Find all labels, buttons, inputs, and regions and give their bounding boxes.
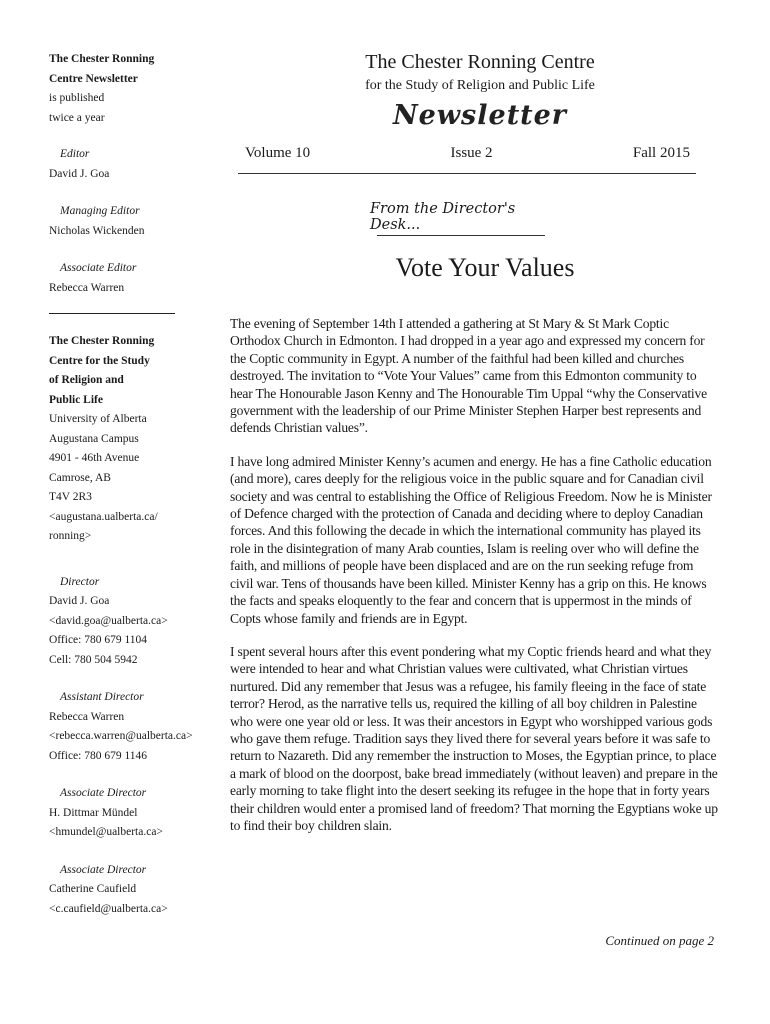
- address-line: 4901 - 46th Avenue: [49, 452, 140, 464]
- director-office: Office: 780 679 1104: [49, 634, 148, 646]
- issue-label: Issue 2: [450, 145, 493, 161]
- newsletter-wordmark: Newsletter: [392, 100, 568, 131]
- website-link[interactable]: ronning>: [49, 530, 92, 542]
- section-label: From the Director's Desk...: [370, 201, 516, 233]
- masthead: [230, 48, 730, 136]
- assistant-director-office: Office: 780 679 1146: [49, 749, 148, 762]
- managing-editor-role: Managing Editor: [60, 205, 140, 217]
- editor-name: David J. Goa: [49, 167, 110, 180]
- masthead-title: The Chester Ronning Centre: [365, 51, 595, 73]
- centre-name-line: Centre for the Study: [49, 354, 150, 367]
- address-line: Camrose, AB: [49, 471, 111, 484]
- publish-frequency: is published: [49, 92, 105, 104]
- associate-director-name: H. Dittmar Mündel: [49, 806, 138, 819]
- article-paragraph: The evening of September 14th I attended a gathering at St Mary & St Mark Coptic Orthodox Church in Edmonton. I had dropped in a year ago and expressed my concern for the Coptic community in Egypt. A number of the faithful had been killed and churches destroyed. The invitation to “Vote Your Values” came from this Edmonton community to hear The Honourable Jason Kenny and The Honourable Tim Uppal “why the Conservative government with the leadership of our Prime Minister Stephen Harper best represents and defends Christian values”.: [230, 316, 707, 436]
- associate-director-name: Catherine Caufield: [49, 883, 137, 895]
- associate-director-email[interactable]: <hmundel@ualberta.ca>: [49, 826, 163, 838]
- masthead-divider: [238, 173, 696, 174]
- address-line: University of Alberta: [49, 413, 147, 425]
- website-link[interactable]: <augustana.ualberta.ca/: [49, 510, 158, 523]
- director-role: Director: [60, 575, 100, 588]
- masthead-sidebar: [49, 50, 214, 919]
- associate-director-role: Associate Director: [60, 787, 147, 799]
- centre-name-line: The Chester Ronning: [49, 335, 155, 347]
- centre-name-line: Public Life: [49, 393, 103, 406]
- editor-role: Editor: [60, 148, 90, 160]
- assistant-director-email[interactable]: <rebecca.warren@ualberta.ca>: [49, 730, 193, 742]
- address-line: T4V 2R3: [49, 491, 92, 503]
- article-paragraph: I spent several hours after this event pondering what my Coptic friends heard and what they were intended to hear and what Christian values were cultivated, what Christian virtues nurtured. Did any remember that Jesus was a refugee, his family fleeing in the face of state terror? Herod, as the narrative tells us, required the killing of all boy children in Palestine who were one year old or less. It was their ancestors in Egypt who worshipped various gods who gave them refuge. Tradition says they lived there for several years before it was safe to return to Nazareth. Did any remember the instruction to Moses, the Egyptian prince, to place a mark of blood on the doorpost, bake bread immediately (without leaven) and prepare in the early morning to take flight into the desert seeking its refugee in the hope that in forty years their children would enter a promised land of freedom? That morning the Egyptians woke up to find their boy children slain.: [230, 643, 718, 833]
- volume-label: Volume 10: [245, 145, 311, 161]
- director-name: David J. Goa: [49, 595, 110, 607]
- assistant-director-name: Rebecca Warren: [49, 710, 125, 723]
- article-paragraph: I have long admired Minister Kenny’s acumen and energy. He has a fine Catholic education (and more), cares deeply for the religious voice in the public square and for Canadian civil society and was central to establishing the Office of Religious Freedom. Now he is Minister of Defence charged with the protection of Canada and deciding where to deploy Canadian forces. And this following the decade in which the international community has played its role in the disintegration of many Arab counties, Islam is reeling over who will define the faith, and millions of people have been displaced and are on the run seeking refuge from civil war. Tens of thousands have been killed. Minister Kenny has a grip on this. He knows the facts and speaks eloquently to the fear and concern that is uppermost in the minds of Copts whose family and friends are in Egypt.: [230, 453, 712, 626]
- address-line: Augustana Campus: [49, 432, 139, 445]
- associate-editor-role: Associate Editor: [60, 262, 137, 274]
- article-headline: Vote Your Values: [395, 253, 575, 282]
- associate-director-email[interactable]: <c.caufield@ualberta.ca>: [49, 902, 168, 915]
- director-cell: Cell: 780 504 5942: [49, 653, 138, 666]
- director-email[interactable]: <david.goa@ualberta.ca>: [49, 614, 168, 627]
- article-body: [230, 315, 718, 850]
- associate-director-role: Associate Director: [60, 863, 147, 876]
- centre-name-line: of Religion and: [49, 374, 124, 386]
- sidebar-divider: [49, 313, 175, 314]
- newsletter-name-line: The Chester Ronning: [49, 53, 155, 65]
- section-divider: [377, 235, 545, 236]
- associate-editor-name: Rebecca Warren: [49, 281, 125, 294]
- continued-note: Continued on page 2: [605, 933, 714, 948]
- issue-line: [245, 143, 690, 163]
- publish-frequency: twice a year: [49, 111, 105, 124]
- season-label: Fall 2015: [632, 145, 690, 161]
- assistant-director-role: Assistant Director: [60, 691, 144, 703]
- newsletter-name-line: Centre Newsletter: [49, 72, 138, 85]
- managing-editor-name: Nicholas Wickenden: [49, 224, 145, 237]
- masthead-subtitle: for the Study of Religion and Public Life: [365, 78, 595, 93]
